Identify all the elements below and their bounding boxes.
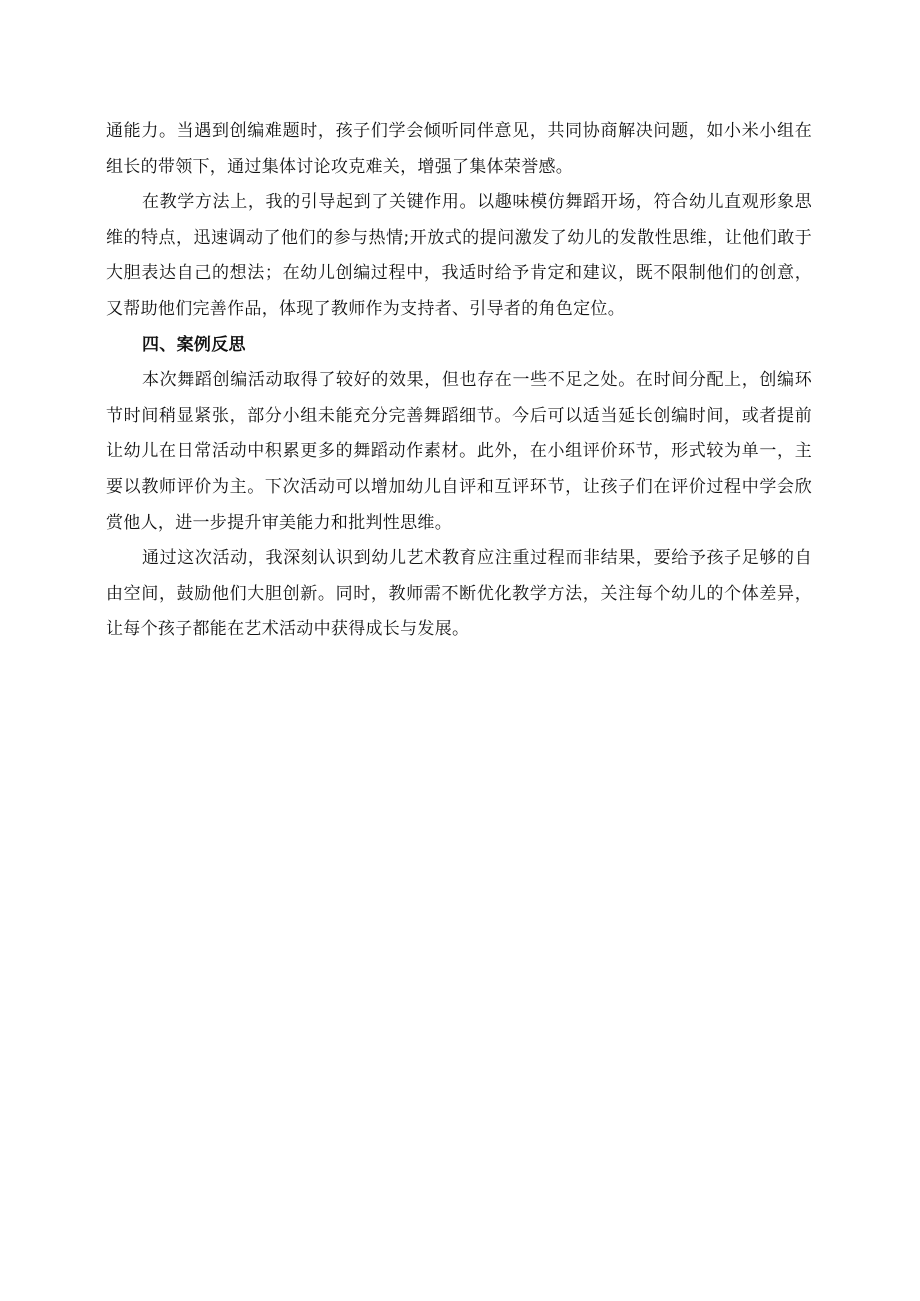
paragraph-teaching-method: 在教学方法上，我的引导起到了关键作用。以趣味模仿舞蹈开场，符合幼儿直观形象思维的特点，迅速调动了他们的参与热情;开放式的提问激发了幼儿的发散性思维，让他们敢于大胆表达自己的想法；在幼儿创编过程中，我适时给予肯定和建议，既不限制他们的创意，又帮助他们完善作品，体现了教师作为支持者、引导者的角色定位。 <box>106 192 812 319</box>
paragraph-continued: 通能力。当遇到创编难题时，孩子们学会倾听同伴意见，共同协商解决问题，如小米小组在组长的带领下，通过集体讨论攻克难关，增强了集体荣誉感。 <box>106 121 812 177</box>
document-body <box>106 114 812 648</box>
paragraph-reflection: 本次舞蹈创编活动取得了较好的效果，但也存在一些不足之处。在时间分配上，创编环节时间稍显紧张，部分小组未能充分完善舞蹈细节。今后可以适当延长创编时间，或者提前让幼儿在日常活动中积累更多的舞蹈动作素材。此外，在小组评价环节，形式较为单一，主要以教师评价为主。下次活动可以增加幼儿自评和互评环节，让孩子们在评价过程中学会欣赏他人，进一步提升审美能力和批判性思维。 <box>106 370 812 533</box>
paragraph-conclusion: 通过这次活动，我深刻认识到幼儿艺术教育应注重过程而非结果，要给予孩子足够的自由空间，鼓励他们大胆创新。同时，教师需不断优化教学方法，关注每个幼儿的个体差异，让每个孩子都能在艺术活动中获得成长与发展。 <box>106 548 812 640</box>
section-heading-case-reflection: 四、案例反思 <box>142 334 246 355</box>
